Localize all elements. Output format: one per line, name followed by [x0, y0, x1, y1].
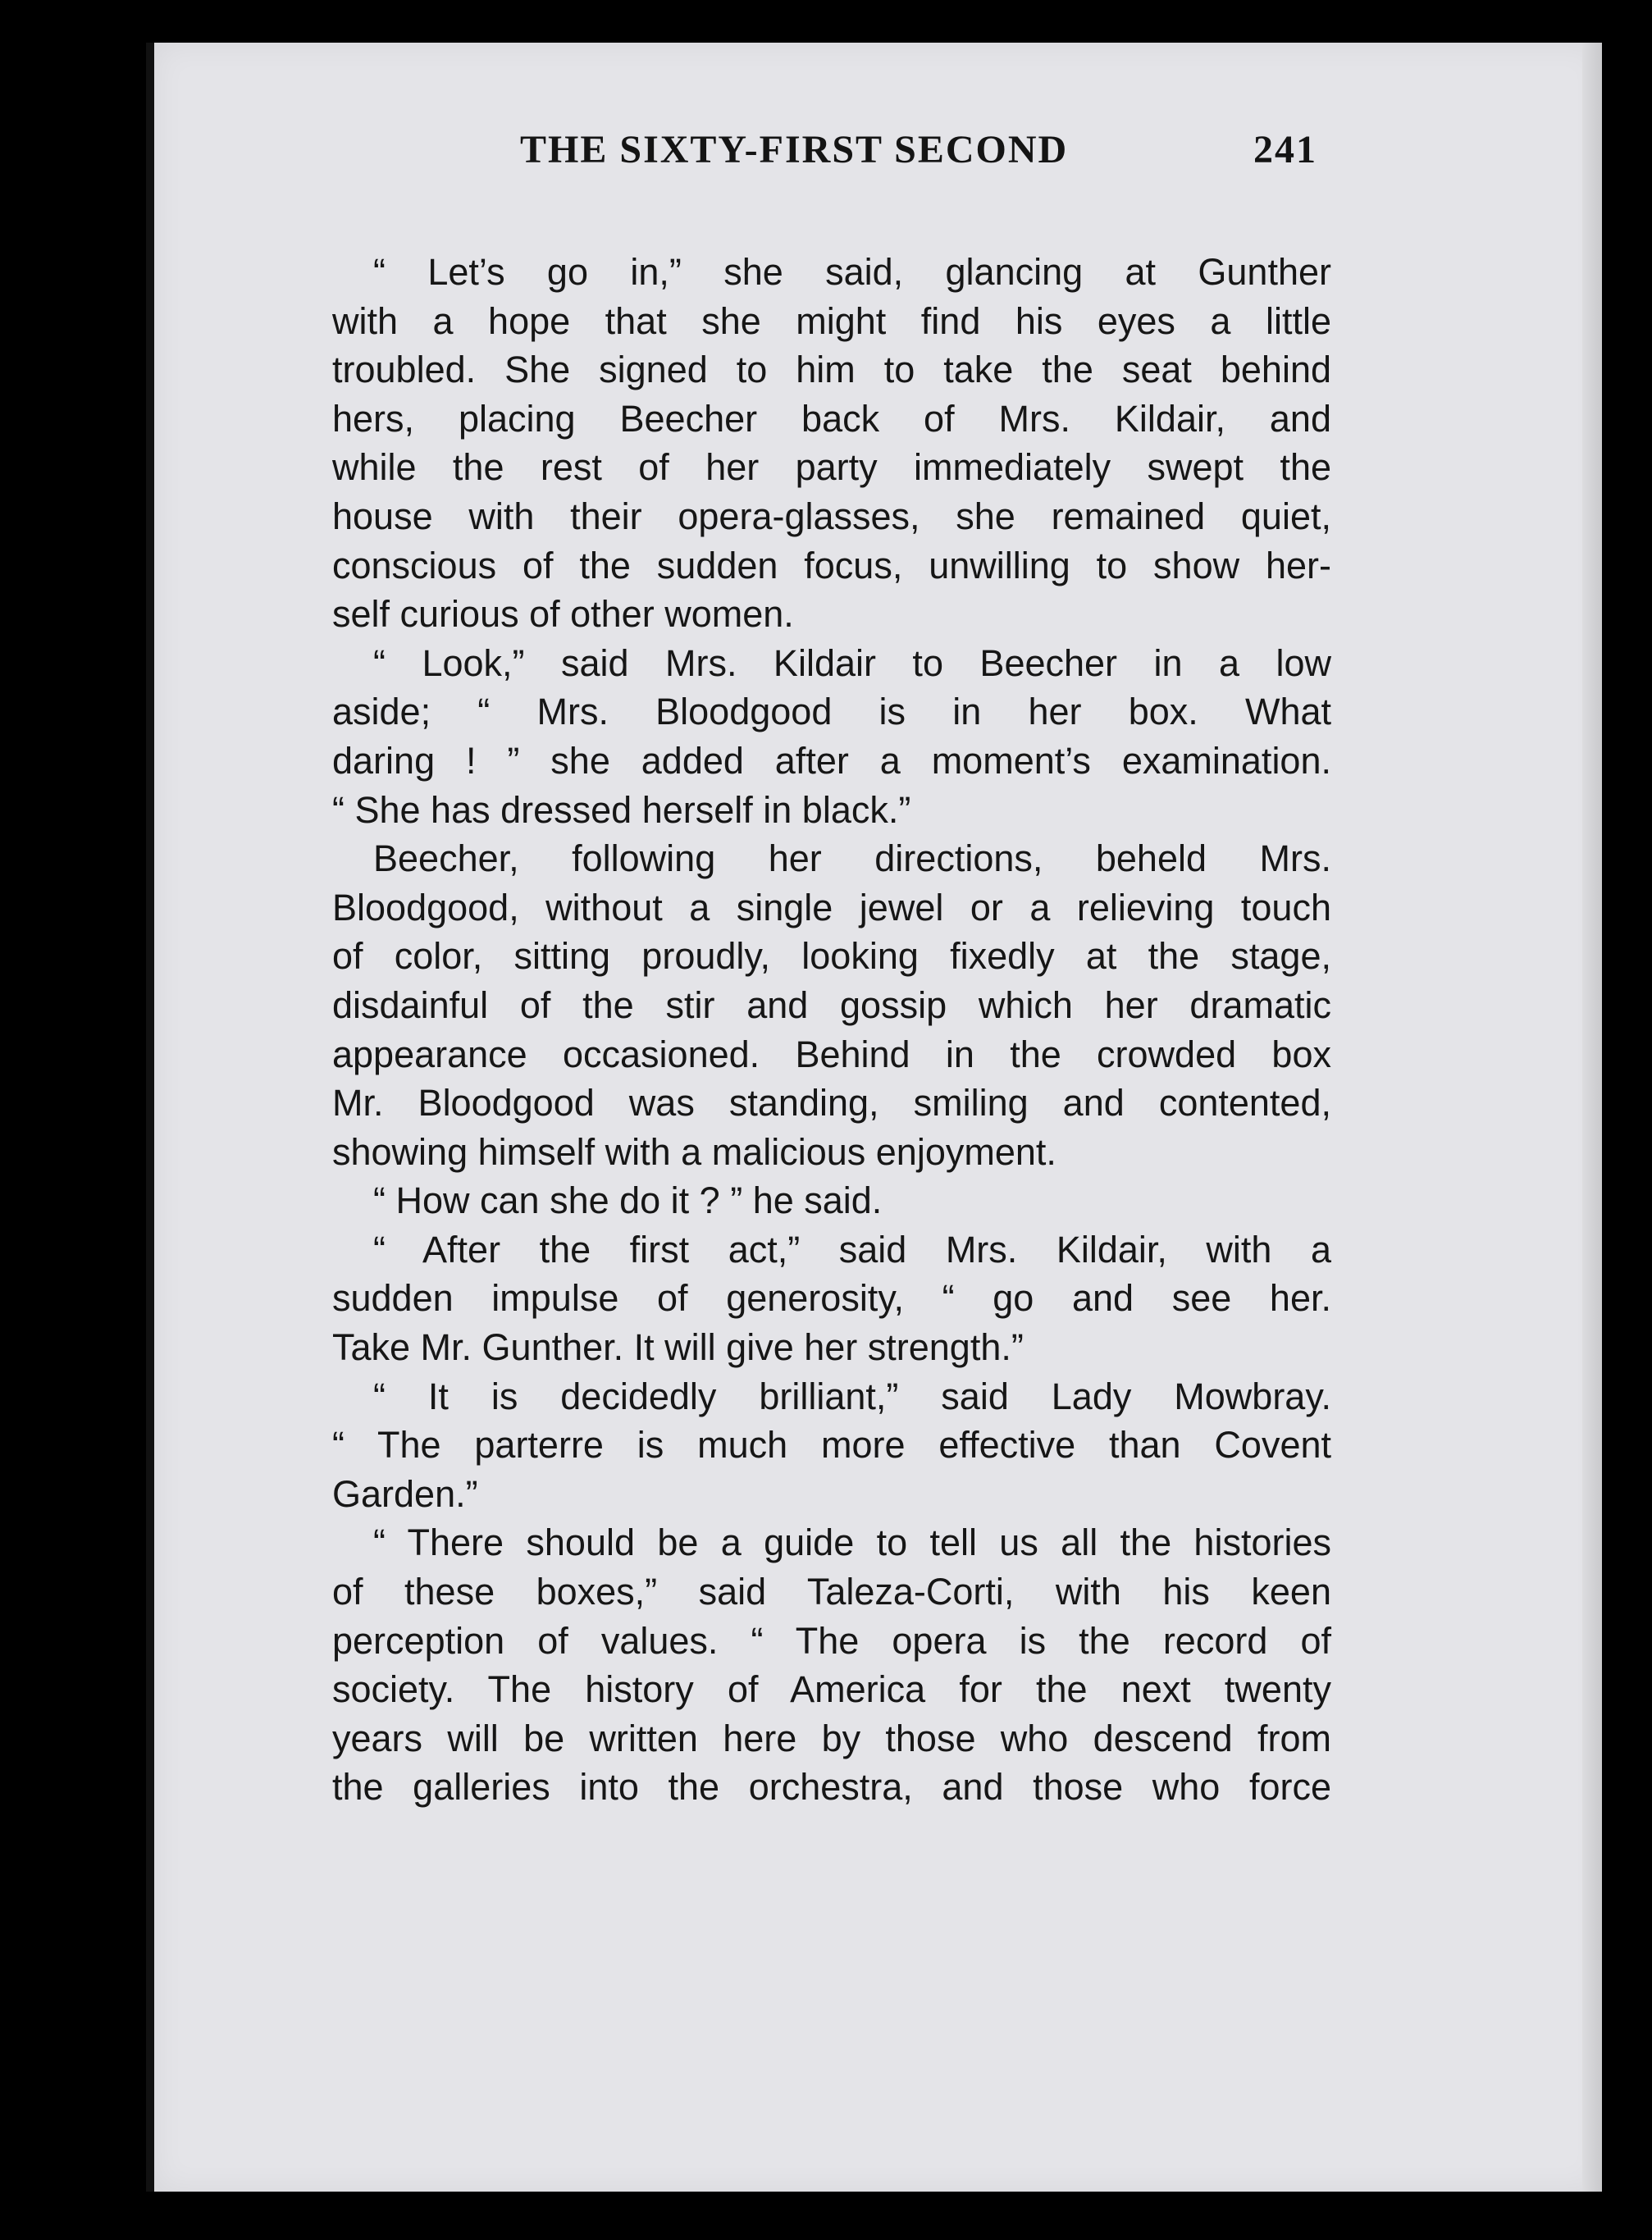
- running-title: THE SIXTY-FIRST SECOND: [520, 128, 1069, 171]
- text-line: Mr. Bloodgood was standing, smiling and contented,: [332, 1082, 1331, 1125]
- text-line: Take Mr. Gunther. It will give her strength.”: [332, 1326, 1024, 1369]
- text-line: of color, sitting proudly, looking fixedly at the stage,: [332, 935, 1331, 978]
- text-line: Garden.”: [332, 1472, 478, 1515]
- text-line: with a hope that she might find his eyes a little: [332, 299, 1331, 342]
- text-line: “ How can she do it ? ” he said.: [373, 1179, 883, 1222]
- text-line: self curious of other women.: [332, 593, 794, 636]
- text-line: appearance occasioned. Behind in the crowded box: [332, 1033, 1331, 1075]
- text-line: “ Let’s go in,” she said, glancing at Gunther: [373, 251, 1331, 293]
- text-line: “ The parterre is much more effective than Covent: [332, 1424, 1331, 1467]
- text-line: perception of values. “ The opera is the record of: [332, 1619, 1331, 1662]
- running-header: [374, 127, 1317, 193]
- text-line: Bloodgood, without a single jewel or a relieving touch: [332, 886, 1331, 928]
- text-line: the galleries into the orchestra, and those who force: [332, 1766, 1331, 1809]
- text-line: aside; “ Mrs. Bloodgood is in her box. What: [332, 691, 1331, 733]
- body-text: [332, 248, 1331, 1812]
- text-line: society. The history of America for the next twenty: [332, 1668, 1331, 1711]
- text-line: years will be written here by those who descend from: [332, 1717, 1331, 1759]
- text-line: troubled. She signed to him to take the seat behind: [332, 349, 1331, 391]
- page-edge-shadow: [1582, 43, 1602, 2192]
- text-line: daring ! ” she added after a moment’s examination.: [332, 739, 1331, 782]
- text-line: while the rest of her party immediately swept the: [332, 446, 1331, 489]
- text-line: conscious of the sudden focus, unwilling to show her-: [332, 544, 1331, 586]
- text-line: sudden impulse of generosity, “ go and see her.: [332, 1277, 1331, 1320]
- page-number: 241: [1253, 128, 1317, 171]
- text-line: of these boxes,” said Taleza-Corti, with his keen: [332, 1571, 1331, 1613]
- text-line: disdainful of the stir and gossip which her dramatic: [332, 983, 1331, 1026]
- text-line: hers, placing Beecher back of Mrs. Kildair, and: [332, 397, 1331, 440]
- text-line: house with their opera-glasses, she remained quiet,: [332, 495, 1331, 537]
- text-line: “ After the first act,” said Mrs. Kildair, with a: [373, 1228, 1331, 1271]
- text-line: “ She has dressed herself in black.”: [332, 788, 911, 831]
- text-line: “ There should be a guide to tell us all the histories: [373, 1521, 1331, 1564]
- text-line: “ It is decidedly brilliant,” said Lady Mowbray.: [373, 1375, 1331, 1417]
- text-line: Beecher, following her directions, beheld Mrs.: [373, 837, 1331, 880]
- text-line: “ Look,” said Mrs. Kildair to Beecher in a low: [373, 641, 1331, 684]
- text-line: showing himself with a malicious enjoyment.: [332, 1130, 1056, 1173]
